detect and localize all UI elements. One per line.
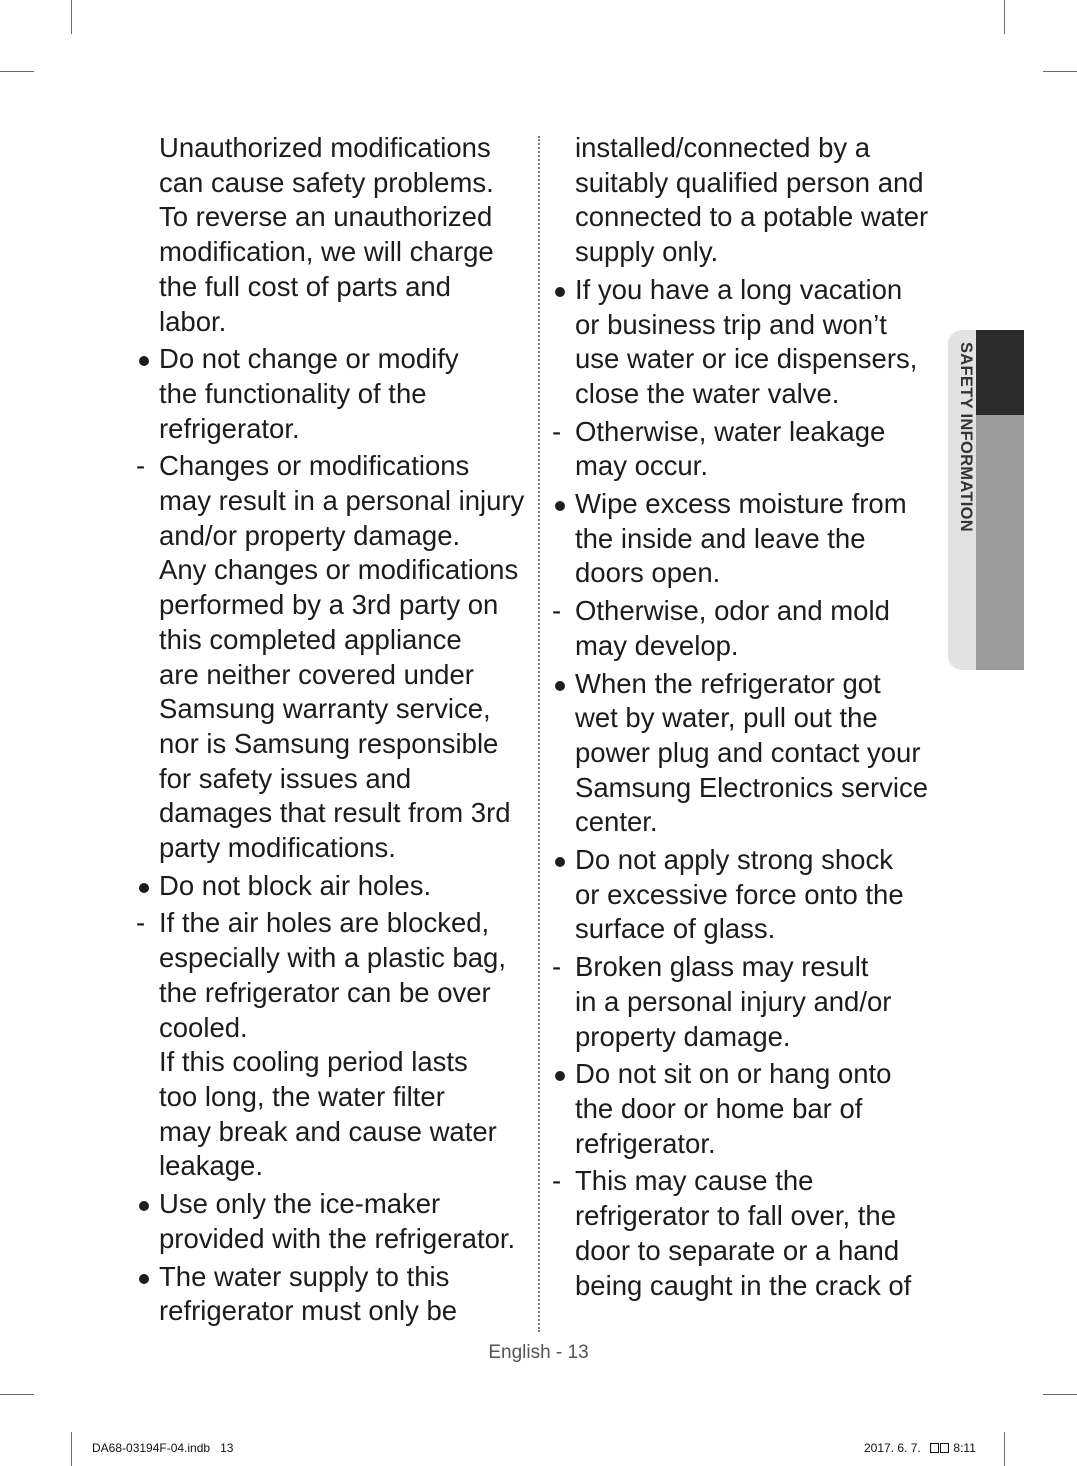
text-line: especially with a plastic bag, [159, 942, 506, 974]
text-line: refrigerator must only be [159, 1295, 458, 1327]
text-line: may occur. [575, 450, 708, 482]
dash-item [548, 950, 948, 1054]
dash-item [132, 449, 532, 865]
text-line: too long, the water filter [159, 1080, 445, 1112]
text-line: the refrigerator can be over [159, 976, 491, 1008]
dash-item [548, 1164, 948, 1303]
dash-marker: - [552, 951, 562, 983]
text-line: If you have a long vacation [575, 273, 903, 305]
text-line: Do not sit on or hang onto [575, 1058, 892, 1090]
text-line: installed/connected by a [575, 132, 871, 163]
text-line: This may cause the [575, 1165, 814, 1197]
text-line: party modifications. [159, 832, 396, 864]
text-line: wet by water, pull out the [575, 702, 878, 734]
side-tab-label: SAFETY INFORMATION [957, 342, 975, 532]
text-line: Broken glass may result [575, 951, 869, 983]
text-line: suitably qualified person and [575, 166, 924, 198]
crop-mark [1004, 1432, 1005, 1466]
bullet-item [132, 869, 532, 904]
text-line: may develop. [575, 629, 739, 661]
text-line: in a personal injury and/or [575, 985, 892, 1017]
text-line: Samsung warranty service, [159, 693, 491, 725]
text-line: When the refrigerator got [575, 667, 881, 699]
text-line: may break and cause water [159, 1115, 497, 1147]
bullet-item [132, 342, 532, 446]
text-line: Use only the ice-maker [159, 1188, 441, 1220]
dash-marker: - [552, 595, 562, 627]
footer-file-info: DA68-03194F-04.indb 13 [92, 1441, 234, 1455]
dash-item [548, 594, 948, 663]
text-line: connected to a potable water [575, 201, 929, 233]
side-tab-mid-block [976, 415, 1024, 670]
bullet-item [548, 843, 948, 947]
dash-item [548, 415, 948, 484]
crop-mark [0, 71, 34, 72]
text-line: power plug and contact your [575, 736, 921, 768]
left-column [132, 131, 532, 1332]
crop-mark [1043, 71, 1077, 72]
text-line: the functionality of the [159, 377, 427, 409]
text-line: the inside and leave the [575, 522, 866, 554]
text-line: use water or ice dispensers, [575, 343, 918, 375]
text-line: for safety issues and [159, 762, 412, 794]
crop-mark [1043, 1394, 1077, 1395]
text-line: or excessive force onto the [575, 878, 904, 910]
crop-mark [1004, 0, 1005, 34]
text-line: center. [575, 806, 658, 838]
text-line: performed by a 3rd party on [159, 589, 499, 621]
text-line: the door or home bar of [575, 1092, 863, 1124]
crop-mark [0, 1394, 34, 1395]
text-line: If the air holes are blocked, [159, 907, 490, 939]
bullet-item [132, 1187, 532, 1256]
text-line: Samsung Electronics service [575, 771, 929, 803]
bullet-item [548, 1057, 948, 1161]
dash-item [132, 906, 532, 1184]
text-line: Do not block air holes. [159, 869, 432, 901]
text-line: To reverse an unauthorized [159, 201, 493, 233]
text-line: refrigerator. [159, 412, 300, 444]
text-line: refrigerator. [575, 1127, 716, 1159]
right-column [548, 131, 948, 1306]
crop-mark [71, 0, 72, 34]
text-line: may result in a personal injury [159, 485, 525, 517]
text-line: Any changes or modifications [159, 554, 519, 586]
page-number: English - 13 [488, 1342, 589, 1363]
text-line: supply only. [575, 236, 719, 268]
text-line: property damage. [575, 1020, 791, 1052]
text-line: The water supply to this [159, 1260, 450, 1292]
text-line: Otherwise, water leakage [575, 415, 886, 447]
text-line: damages that result from 3rd [159, 797, 511, 829]
bullet-item [132, 1260, 532, 1329]
text-line: being caught in the crack of [575, 1269, 912, 1301]
text-line: or business trip and won’t [575, 308, 887, 340]
text-line: cooled. [159, 1011, 248, 1043]
text-line: the full cost of parts and [159, 270, 451, 302]
text-line: door to separate or a hand [575, 1234, 900, 1266]
text-line: nor is Samsung responsible [159, 727, 499, 759]
continued-text [548, 131, 948, 270]
text-line: surface of glass. [575, 913, 776, 945]
text-line: can cause safety problems. [159, 166, 494, 198]
text-line: Unauthorized modifications [159, 132, 491, 163]
text-line: labor. [159, 305, 227, 337]
text-line: refrigerator to fall over, the [575, 1200, 896, 1232]
dash-marker: - [136, 907, 146, 939]
text-line: this completed appliance [159, 623, 462, 655]
bullet-item [548, 273, 948, 412]
bullet-item [548, 487, 948, 591]
text-line: and/or property damage. [159, 519, 461, 551]
text-line: provided with the refrigerator. [159, 1222, 516, 1254]
bullet-item [548, 667, 948, 841]
text-line: Otherwise, odor and mold [575, 595, 890, 627]
side-tab-dark-block [976, 330, 1024, 415]
dash-marker: - [552, 415, 562, 447]
continued-text [132, 131, 532, 339]
text-line: If this cooling period lasts [159, 1046, 468, 1078]
crop-mark [71, 1432, 72, 1466]
text-line: Do not apply strong shock [575, 844, 893, 876]
text-line: Wipe excess moisture from [575, 488, 907, 520]
text-line: doors open. [575, 557, 721, 589]
footer-date: 2017. 6. 7. [864, 1441, 921, 1455]
dash-marker: - [136, 450, 146, 482]
footer-time: 8:11 [953, 1441, 976, 1455]
text-line: leakage. [159, 1150, 263, 1182]
footer-square-glyphs [930, 1441, 950, 1455]
column-divider [538, 136, 540, 1332]
text-line: close the water valve. [575, 377, 840, 409]
text-line: modification, we will charge [159, 236, 494, 268]
text-line: Changes or modifications [159, 450, 470, 482]
dash-marker: - [552, 1165, 562, 1197]
footer-timestamp [864, 1441, 976, 1455]
text-line: Do not change or modify [159, 343, 459, 375]
text-line: are neither covered under [159, 658, 474, 690]
